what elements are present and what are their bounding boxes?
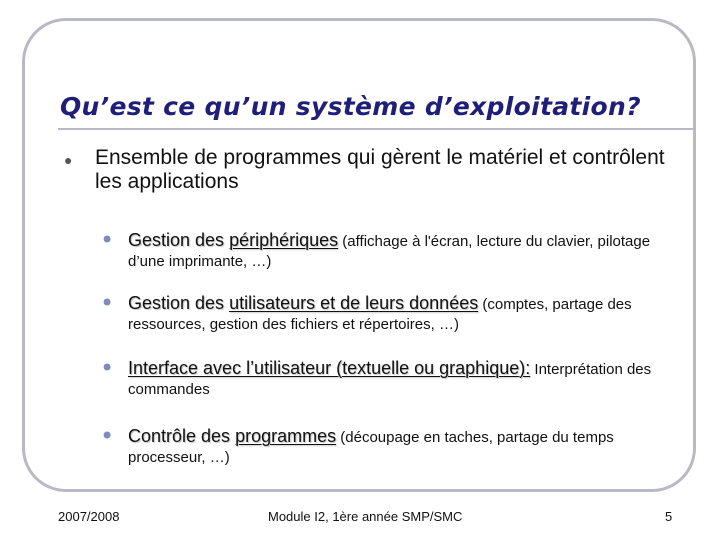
item-heading-underlined: périphériques: [229, 230, 339, 250]
item-detail: (affichage à l'écran, lecture du clavier, pilotage d’une imprimante, …): [128, 233, 651, 270]
page-number: 5: [665, 509, 673, 524]
sub-bullet-text: [128, 293, 668, 335]
sub-bullet-icon: •: [100, 422, 115, 450]
sub-bullet-text: [128, 358, 668, 400]
item-heading-underlined: Interface avec l’utilisateur (textuelle ou graphique):: [128, 358, 531, 378]
item-heading: Contrôle des: [128, 426, 236, 446]
item-detail: Interprétation des commandes: [128, 361, 652, 398]
item-heading-underlined: programmes: [235, 426, 337, 446]
footer-date: 2007/2008: [58, 509, 120, 524]
item-heading-underlined: utilisateurs et de leurs données: [229, 293, 479, 313]
item-detail: (comptes, partage des ressources, gestion des fichiers et répertoires, …): [128, 296, 632, 333]
sub-bullet-icon: •: [100, 289, 115, 317]
sub-bullet-text: [128, 230, 668, 272]
item-detail: (découpage en taches, partage du temps processeur, …): [128, 429, 614, 466]
sub-bullet-icon: •: [100, 354, 115, 382]
sub-bullet-text: [128, 426, 668, 468]
title-divider: [58, 128, 696, 130]
footer-center: Module I2, 1ère année SMP/SMC: [268, 509, 463, 524]
sub-bullet-icon: •: [100, 226, 115, 254]
slide-title: Qu’est ce qu’un système d’exploitation?: [60, 92, 641, 121]
item-heading: Gestion des: [128, 293, 230, 313]
item-heading: Gestion des: [128, 230, 230, 250]
main-bullet-text: Ensemble de programmes qui gèrent le matériel et contrôlent les applications: [95, 146, 665, 193]
main-bullet-icon: ●: [64, 152, 73, 168]
